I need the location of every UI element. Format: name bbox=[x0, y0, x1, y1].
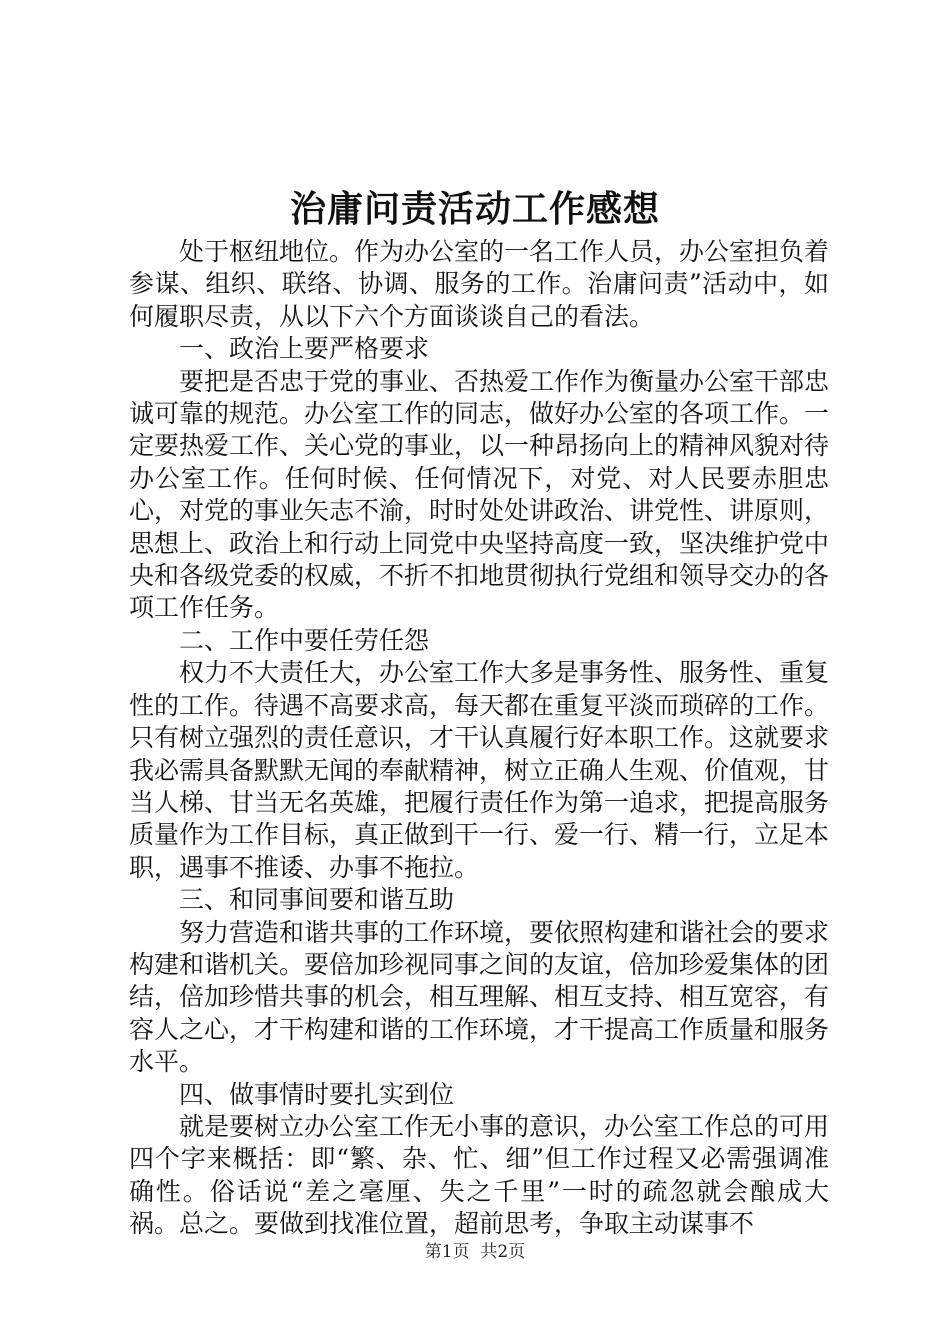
section-heading-3: 三、和同事间要和谐互助 bbox=[179, 885, 455, 915]
section-heading-1: 一、政治上要严格要求 bbox=[179, 334, 430, 364]
section-paragraph-2: 权力不大责任大，办公室工作大多是事务性、服务性、重复性的工作。待遇不高要求高，每天都在重复平淡而琐碎的工作。只有树立强烈的责任意识，才干认真履行好本职工作。这就要求我必需具备默默无闻的奉献精神，树立正确人生观、价值观，甘当人梯、甘当无名英雄，把履行责任作为第一追求，把提高服务质量作为工作目标，真正做到干一行、爱一行、精一行，立足本职，遇事不推诿、办事不拖拉。 bbox=[129, 658, 830, 882]
section-paragraph-4: 就是要树立办公室工作无小事的意识，办公室工作总的可用四个字来概括：即“繁、杂、忙、细”但工作过程又必需强调准确性。俗话说“差之毫厘、失之千里”一时的疏忽就会酿成大祸。总之。要做到找准位置，超前思考，争取主动谋事不 bbox=[129, 1111, 830, 1239]
document-title: 治庸问责活动工作感想 bbox=[289, 188, 660, 230]
section-paragraph-3: 努力营造和谐共事的工作环境，要依照构建和谐社会的要求构建和谐机关。要倍加珍视同事之间的友谊，倍加珍爱集体的团结，倍加珍惜共事的机会，相互理解、相互支持、相互宽容，有容人之心，才干构建和谐的工作环境，才干提高工作质量和服务水平。 bbox=[129, 917, 830, 1077]
section-heading-4: 四、做事情时要扎实到位 bbox=[179, 1079, 455, 1109]
page-footer bbox=[0, 1240, 950, 1264]
page-total: 共2页 bbox=[480, 1242, 526, 1262]
page-number: 第1页 bbox=[424, 1242, 470, 1262]
section-heading-2: 二、工作中要任劳任怨 bbox=[179, 625, 430, 655]
document-body bbox=[129, 236, 829, 1241]
intro-paragraph: 处于枢纽地位。作为办公室的一名工作人员，办公室担负着参谋、组织、联络、协调、服务的工作。治庸问责”活动中，如何履职尽责，从以下六个方面谈谈自己的看法。 bbox=[129, 237, 830, 331]
section-paragraph-1: 要把是否忠于党的事业、否热爱工作作为衡量办公室干部忠诚可靠的规范。办公室工作的同志，做好办公室的各项工作。一定要热爱工作、关心党的事业，以一种昂扬向上的精神风貌对待办公室工作。任何时候、任何情况下，对党、对人民要赤胆忠心，对党的事业矢志不渝，时时处处讲政治、讲党性、讲原则，思想上、政治上和行动上同党中央坚持高度一致，坚决维护党中央和各级党委的权威，不折不扣地贯彻执行党组和领导交办的各项工作任务。 bbox=[129, 366, 830, 623]
